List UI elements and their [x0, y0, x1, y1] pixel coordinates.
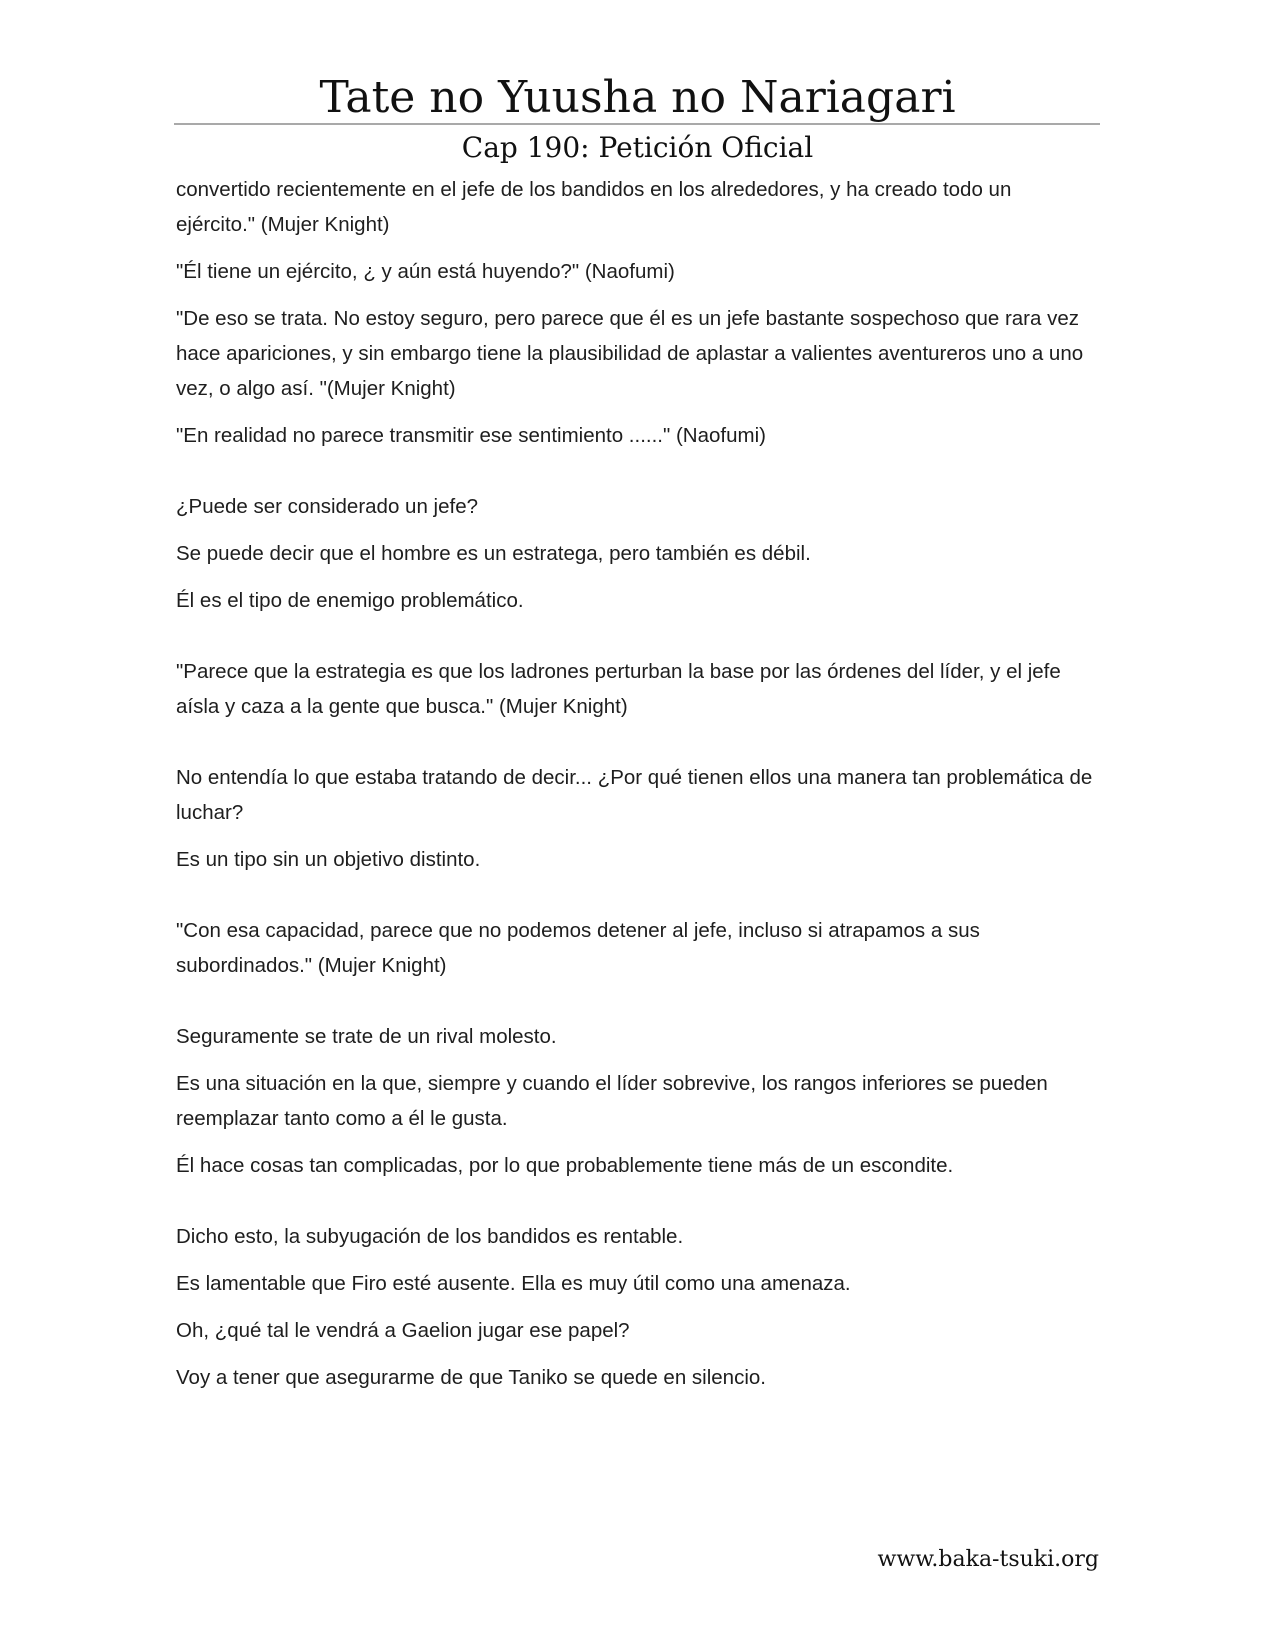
paragraph: "Él tiene un ejército, ¿ y aún está huyendo?" (Naofumi) — [176, 260, 675, 283]
paragraph: Él hace cosas tan complicadas, por lo que probablemente tiene más de un escondite. — [176, 1154, 954, 1177]
paragraph: ¿Puede ser considerado un jefe? — [176, 495, 479, 518]
paragraph: "Parece que la estrategia es que los ladrones perturban la base por las órdenes del líder, y el jefe aísla y caza a la gente que busca." (Mujer Knight) — [176, 660, 1061, 718]
paragraph: "De eso se trata. No estoy seguro, pero parece que él es un jefe bastante sospechoso que rara vez hace apariciones, y sin embargo tiene la plausibilidad de aplastar a valientes aventureros uno a uno vez, o algo así. "(Mujer Knight) — [176, 307, 1084, 400]
footer-url: www.baka-tsuki.org — [877, 1547, 1099, 1572]
paragraph: No entendía lo que estaba tratando de decir... ¿Por qué tienen ellos una manera tan problemática de luchar? — [176, 766, 1093, 824]
paragraph: Es un tipo sin un objetivo distinto. — [176, 848, 481, 871]
paragraph: Él es el tipo de enemigo problemático. — [176, 589, 524, 612]
page-title: Tate no Yuusha no Nariagari — [319, 72, 956, 123]
paragraph: Dicho esto, la subyugación de los bandidos es rentable. — [176, 1225, 684, 1248]
paragraph: Seguramente se trate de un rival molesto. — [176, 1025, 557, 1048]
paragraph: Es lamentable que Firo esté ausente. Ella es muy útil como una amenaza. — [176, 1272, 851, 1295]
paragraph: "Con esa capacidad, parece que no podemos detener al jefe, incluso si atrapamos a sus subordinados." (Mujer Knight) — [176, 919, 980, 977]
paragraph: Es una situación en la que, siempre y cuando el líder sobrevive, los rangos inferiores se pueden reemplazar tanto como a él le gusta. — [176, 1072, 1048, 1130]
title-divider — [174, 123, 1100, 125]
paragraph: "En realidad no parece transmitir ese sentimiento ......" (Naofumi) — [176, 424, 766, 447]
paragraph: Se puede decir que el hombre es un estratega, pero también es débil. — [176, 542, 811, 565]
paragraph: Oh, ¿qué tal le vendrá a Gaelion jugar ese papel? — [176, 1319, 630, 1342]
chapter-subtitle: Cap 190: Petición Oficial — [461, 131, 814, 164]
chapter-body — [176, 172, 1096, 1407]
paragraph: convertido recientemente en el jefe de los bandidos en los alrededores, y ha creado todo un ejército." (Mujer Knight) — [176, 178, 1012, 236]
paragraph: Voy a tener que asegurarme de que Taniko se quede en silencio. — [176, 1366, 766, 1389]
